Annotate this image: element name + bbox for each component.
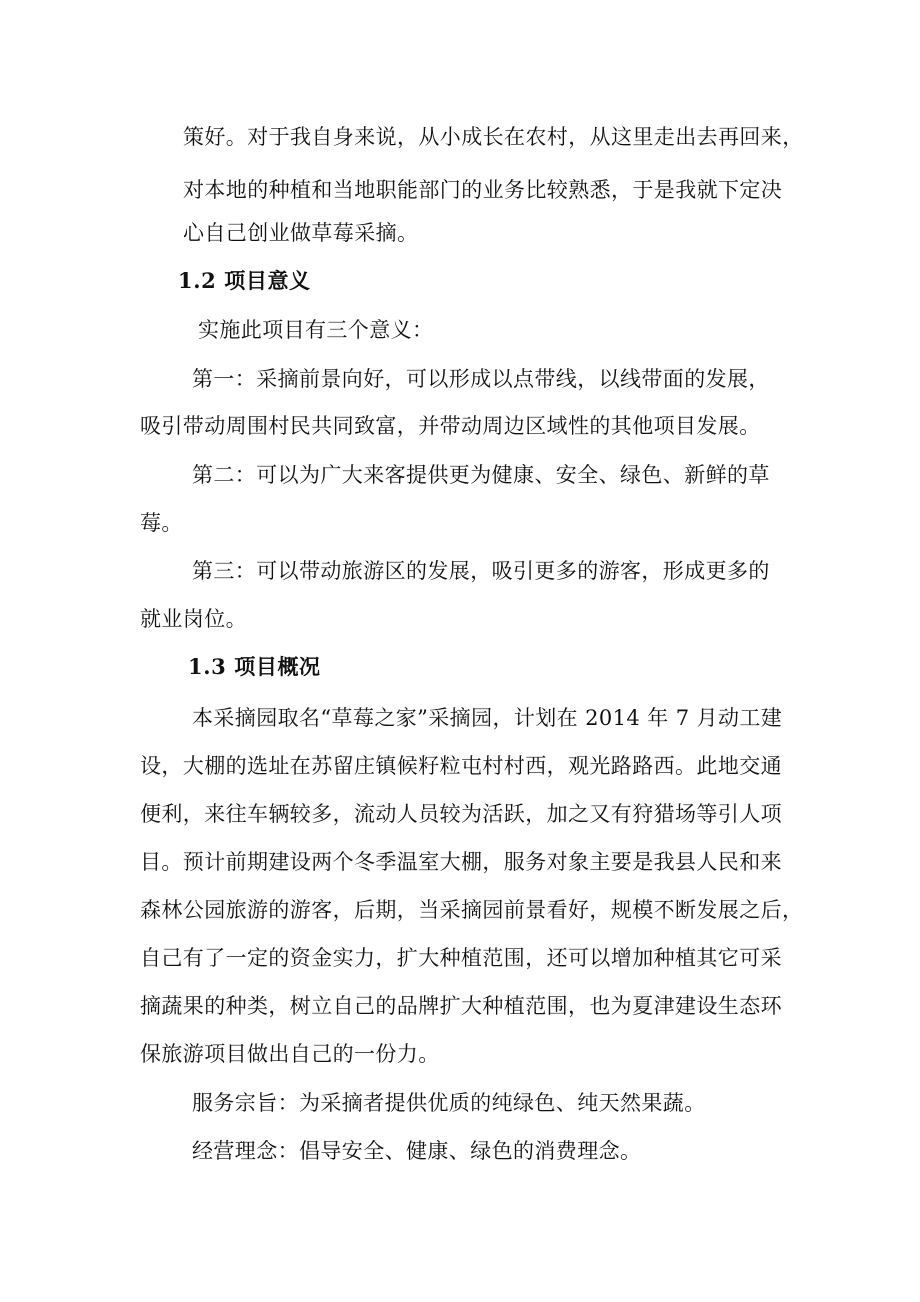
overview-line: 目。预计前期建设两个冬季温室大棚，服务对象主要是我县人民和来: [140, 850, 782, 874]
point-line: 第二：可以为广大来客提供更为健康、安全、绿色、新鲜的草: [192, 463, 770, 487]
overview-line: 自己有了一定的资金实力，扩大种植范围，还可以增加种植其它可采: [140, 946, 782, 970]
overview-line: 保旅游项目做出自己的一份力。: [140, 1042, 440, 1066]
paragraph-line: 策好。对于我自身来说，从小成长在农村，从这里走出去再回来，: [183, 125, 804, 149]
section-heading-1-2: 1.2 项目意义: [178, 268, 311, 293]
business-philosophy-line: 经营理念：倡导安全、健康、绿色的消费理念。: [192, 1139, 642, 1163]
intro-line: 实施此项目有三个意义：: [198, 318, 434, 342]
overview-line: 摘蔬果的种类，树立自己的品牌扩大种植范围，也为夏津建设生态环: [140, 994, 782, 1018]
service-purpose-line: 服务宗旨：为采摘者提供优质的纯绿色、纯天然果蔬。: [192, 1091, 706, 1115]
point-line: 第一：采摘前景向好，可以形成以点带线，以线带面的发展，: [192, 367, 770, 391]
overview-line: 森林公园旅游的游客，后期，当采摘园前景看好，规模不断发展之后，: [140, 898, 804, 922]
paragraph-line: 对本地的种植和当地职能部门的业务比较熟悉，于是我就下定决: [183, 178, 783, 202]
overview-line: 设，大棚的选址在苏留庄镇候籽粒屯村村西，观光路路西。此地交通: [140, 754, 782, 778]
point-line: 就业岗位。: [140, 607, 247, 631]
paragraph-line: 心自己创业做草莓采摘。: [183, 221, 419, 245]
overview-line: 本采摘园取名“草莓之家”采摘园，计划在 2014 年 7 月动工建: [192, 706, 783, 730]
section-heading-1-3: 1.3 项目概况: [188, 654, 321, 679]
overview-line: 便利，来往车辆较多，流动人员较为活跃，加之又有狩猎场等引人项: [140, 802, 782, 826]
point-line: 莓。: [140, 511, 183, 535]
point-line: 吸引带动周围村民共同致富，并带动周边区域性的其他项目发展。: [140, 414, 761, 438]
point-line: 第三：可以带动旅游区的发展，吸引更多的游客，形成更多的: [192, 559, 770, 583]
